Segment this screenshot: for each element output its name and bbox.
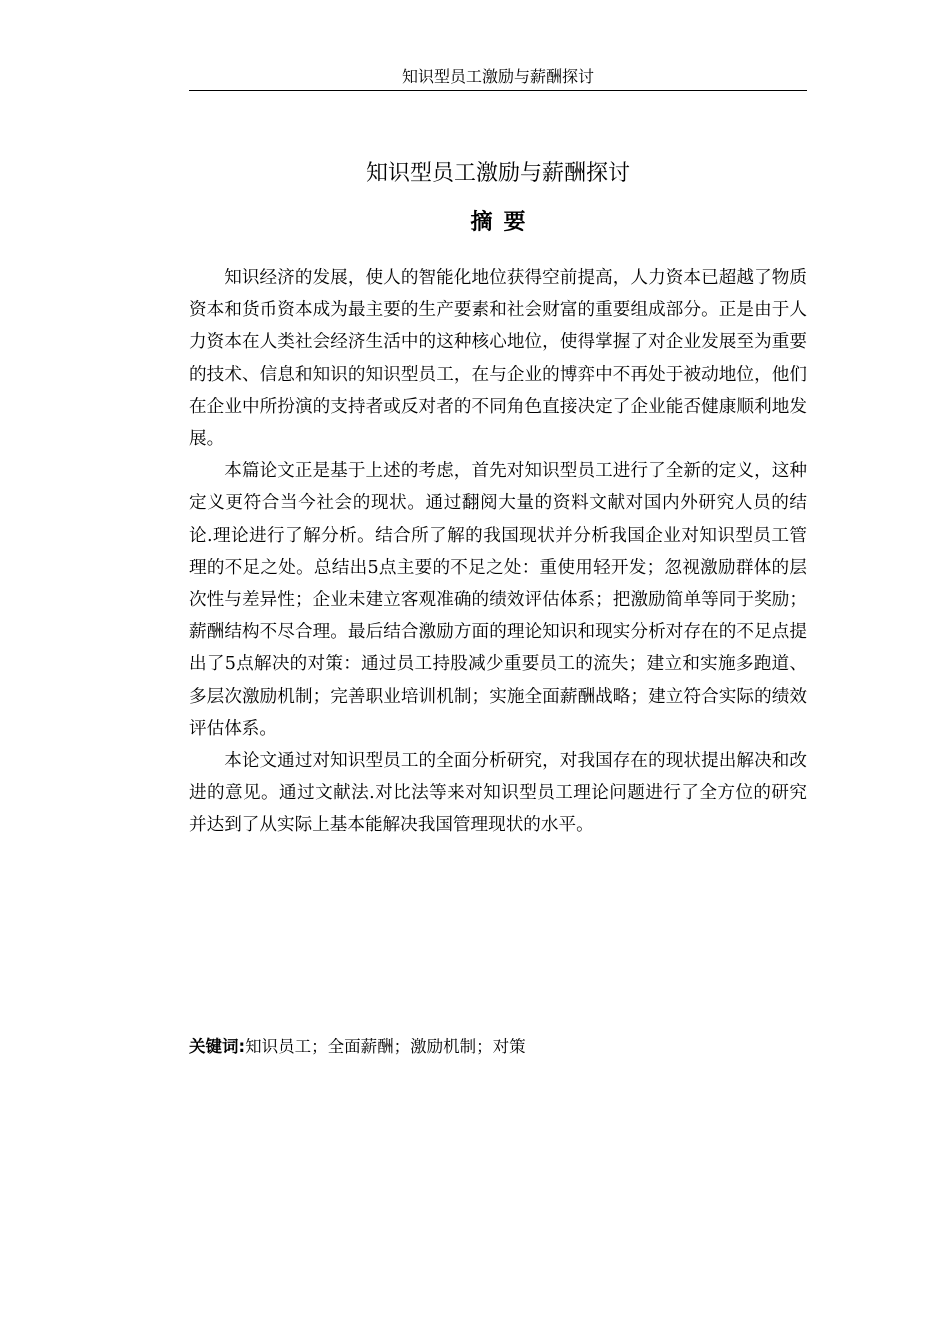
abstract-heading: 摘要 <box>470 210 537 235</box>
abstract-body <box>189 262 807 842</box>
running-header-title: 知识型员工激励与薪酬探讨 <box>401 67 594 86</box>
keywords-label: 关键词: <box>189 1037 246 1056</box>
keywords-line <box>189 1033 807 1061</box>
keywords-text: 知识员工；全面薪酬；激励机制；对策 <box>245 1037 526 1056</box>
abstract-paragraph-3: 本论文通过对知识型员工的全面分析研究，对我国存在的现状提出解决和改进的意见。通过文献法.对比法等来对知识型员工理论问题进行了全方位的研究并达到了从实际上基本能解决我国管理现状的水平。 <box>189 751 807 836</box>
document-title: 知识型员工激励与薪酬探讨 <box>365 161 630 186</box>
running-header <box>189 64 807 91</box>
abstract-paragraph-2: 本篇论文正是基于上述的考虑，首先对知识型员工进行了全新的定义，这种定义更符合当今社会的现状。通过翻阅大量的资料文献对国内外研究人员的结论.理论进行了解分析。结合所了解的我国现状并分析我国企业对知识型员工管理的不足之处。总结出5点主要的不足之处：重使用轻开发；忽视激励群体的层次性与差异性；企业未建立客观准确的绩效评估体系；把激励简单等同于奖励；薪酬结构不尽合理。最后结合激励方面的理论知识和现实分析对存在的不足点提出了5点解决的对策：通过员工持股减少重要员工的流失；建立和实施多跑道、多层次激励机制；完善职业培训机制；实施全面薪酬战略；建立符合实际的绩效评估体系。 <box>189 461 807 739</box>
abstract-paragraph-1: 知识经济的发展，使人的智能化地位获得空前提高，人力资本已超越了物质资本和货币资本成为最主要的生产要素和社会财富的重要组成部分。正是由于人力资本在人类社会经济生活中的这种核心地位，使得掌握了对企业发展至为重要的技术、信息和知识的知识型员工，在与企业的博弈中不再处于被动地位，他们在企业中所扮演的支持者或反对者的不同角色直接决定了企业能否健康顺利地发展。 <box>189 268 807 450</box>
